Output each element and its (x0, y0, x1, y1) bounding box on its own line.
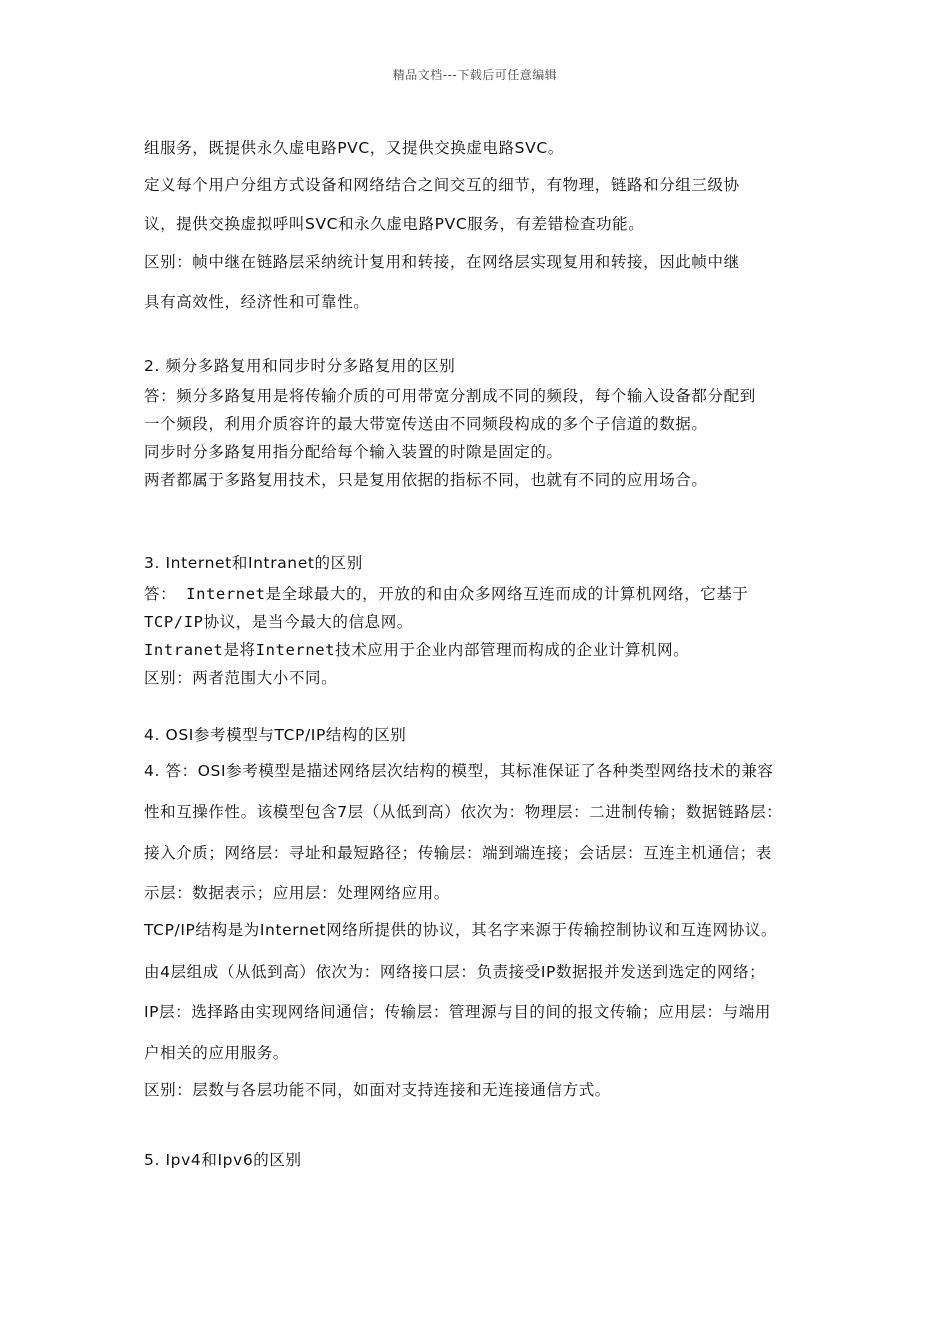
paragraph-line: 区别：帧中继在链路层采纳统计复用和转接，在网络层实现复用和转接，因此帧中继 (144, 253, 740, 271)
paragraph-line: 答：频分多路复用是将传输介质的可用带宽分割成不同的频段，每个输入设备都分配到 (144, 387, 756, 405)
section-heading: 3. Internet和Intranet的区别 (144, 554, 363, 572)
paragraph-line: 由4层组成（从低到高）依次为：网络接口层：负责接受IP数据报并发送到选定的网络； (144, 963, 766, 981)
section-heading: 4. OSI参考模型与TCP/IP结构的区别 (144, 726, 407, 744)
page-header: 精品文档---下载后可任意编辑 (392, 68, 558, 82)
paragraph-line: 具有高效性，经济性和可靠性。 (144, 293, 370, 311)
paragraph-line: TCP/IP协议，是当今最大的信息网。 (144, 613, 413, 631)
section-heading: 5. Ipv4和Ipv6的区别 (144, 1151, 302, 1169)
paragraph-line: 性和互操作性。该模型包含7层（从低到高）依次为：物理层：二进制传输；数据链路层： (144, 803, 783, 821)
paragraph-line: 组服务，既提供永久虚电路PVC，又提供交换虚电路SVC。 (144, 139, 564, 157)
paragraph-line: 两者都属于多路复用技术，只是复用依据的指标不同，也就有不同的应用场合。 (144, 471, 708, 489)
paragraph-line: TCP/IP结构是为Internet网络所提供的协议，其名字来源于传输控制协议和互连网协议。 (144, 921, 778, 939)
section-heading: 2. 频分多路复用和同步时分多路复用的区别 (144, 357, 456, 375)
paragraph-line: 区别：两者范围大小不同。 (144, 669, 338, 687)
paragraph-line: 接入介质；网络层：寻址和最短路径；传输层：端到端连接；会话层：互连主机通信；表 (144, 844, 772, 862)
paragraph-line: 一个频段，利用介质容许的最大带宽传送由不同频段构成的多个子信道的数据。 (144, 415, 708, 433)
paragraph-line: 议，提供交换虚拟呼叫SVC和永久虚电路PVC服务，有差错检查功能。 (144, 215, 645, 233)
paragraph-line: 答： Internet是全球最大的，开放的和由众多网络互连而成的计算机网络，它基于 (144, 585, 749, 603)
paragraph-line: 定义每个用户分组方式设备和网络结合之间交互的细节，有物理，链路和分组三级协 (144, 176, 740, 194)
paragraph-line: 同步时分多路复用指分配给每个输入装置的时隙是固定的。 (144, 443, 563, 461)
paragraph-line: 户相关的应用服务。 (144, 1044, 289, 1062)
paragraph-line: 示层：数据表示；应用层：处理网络应用。 (144, 884, 450, 902)
paragraph-line: Intranet是将Internet技术应用于企业内部管理而构成的企业计算机网。 (144, 641, 690, 659)
paragraph-line: IP层：选择路由实现网络间通信；传输层：管理源与目的间的报文传输；应用层：与端用 (144, 1003, 771, 1021)
paragraph-line: 区别：层数与各层功能不同，如面对支持连接和无连接通信方式。 (144, 1081, 611, 1099)
paragraph-line: 4. 答：OSI参考模型是描述网络层次结构的模型，其标准保证了各种类型网络技术的兼容 (144, 762, 774, 780)
